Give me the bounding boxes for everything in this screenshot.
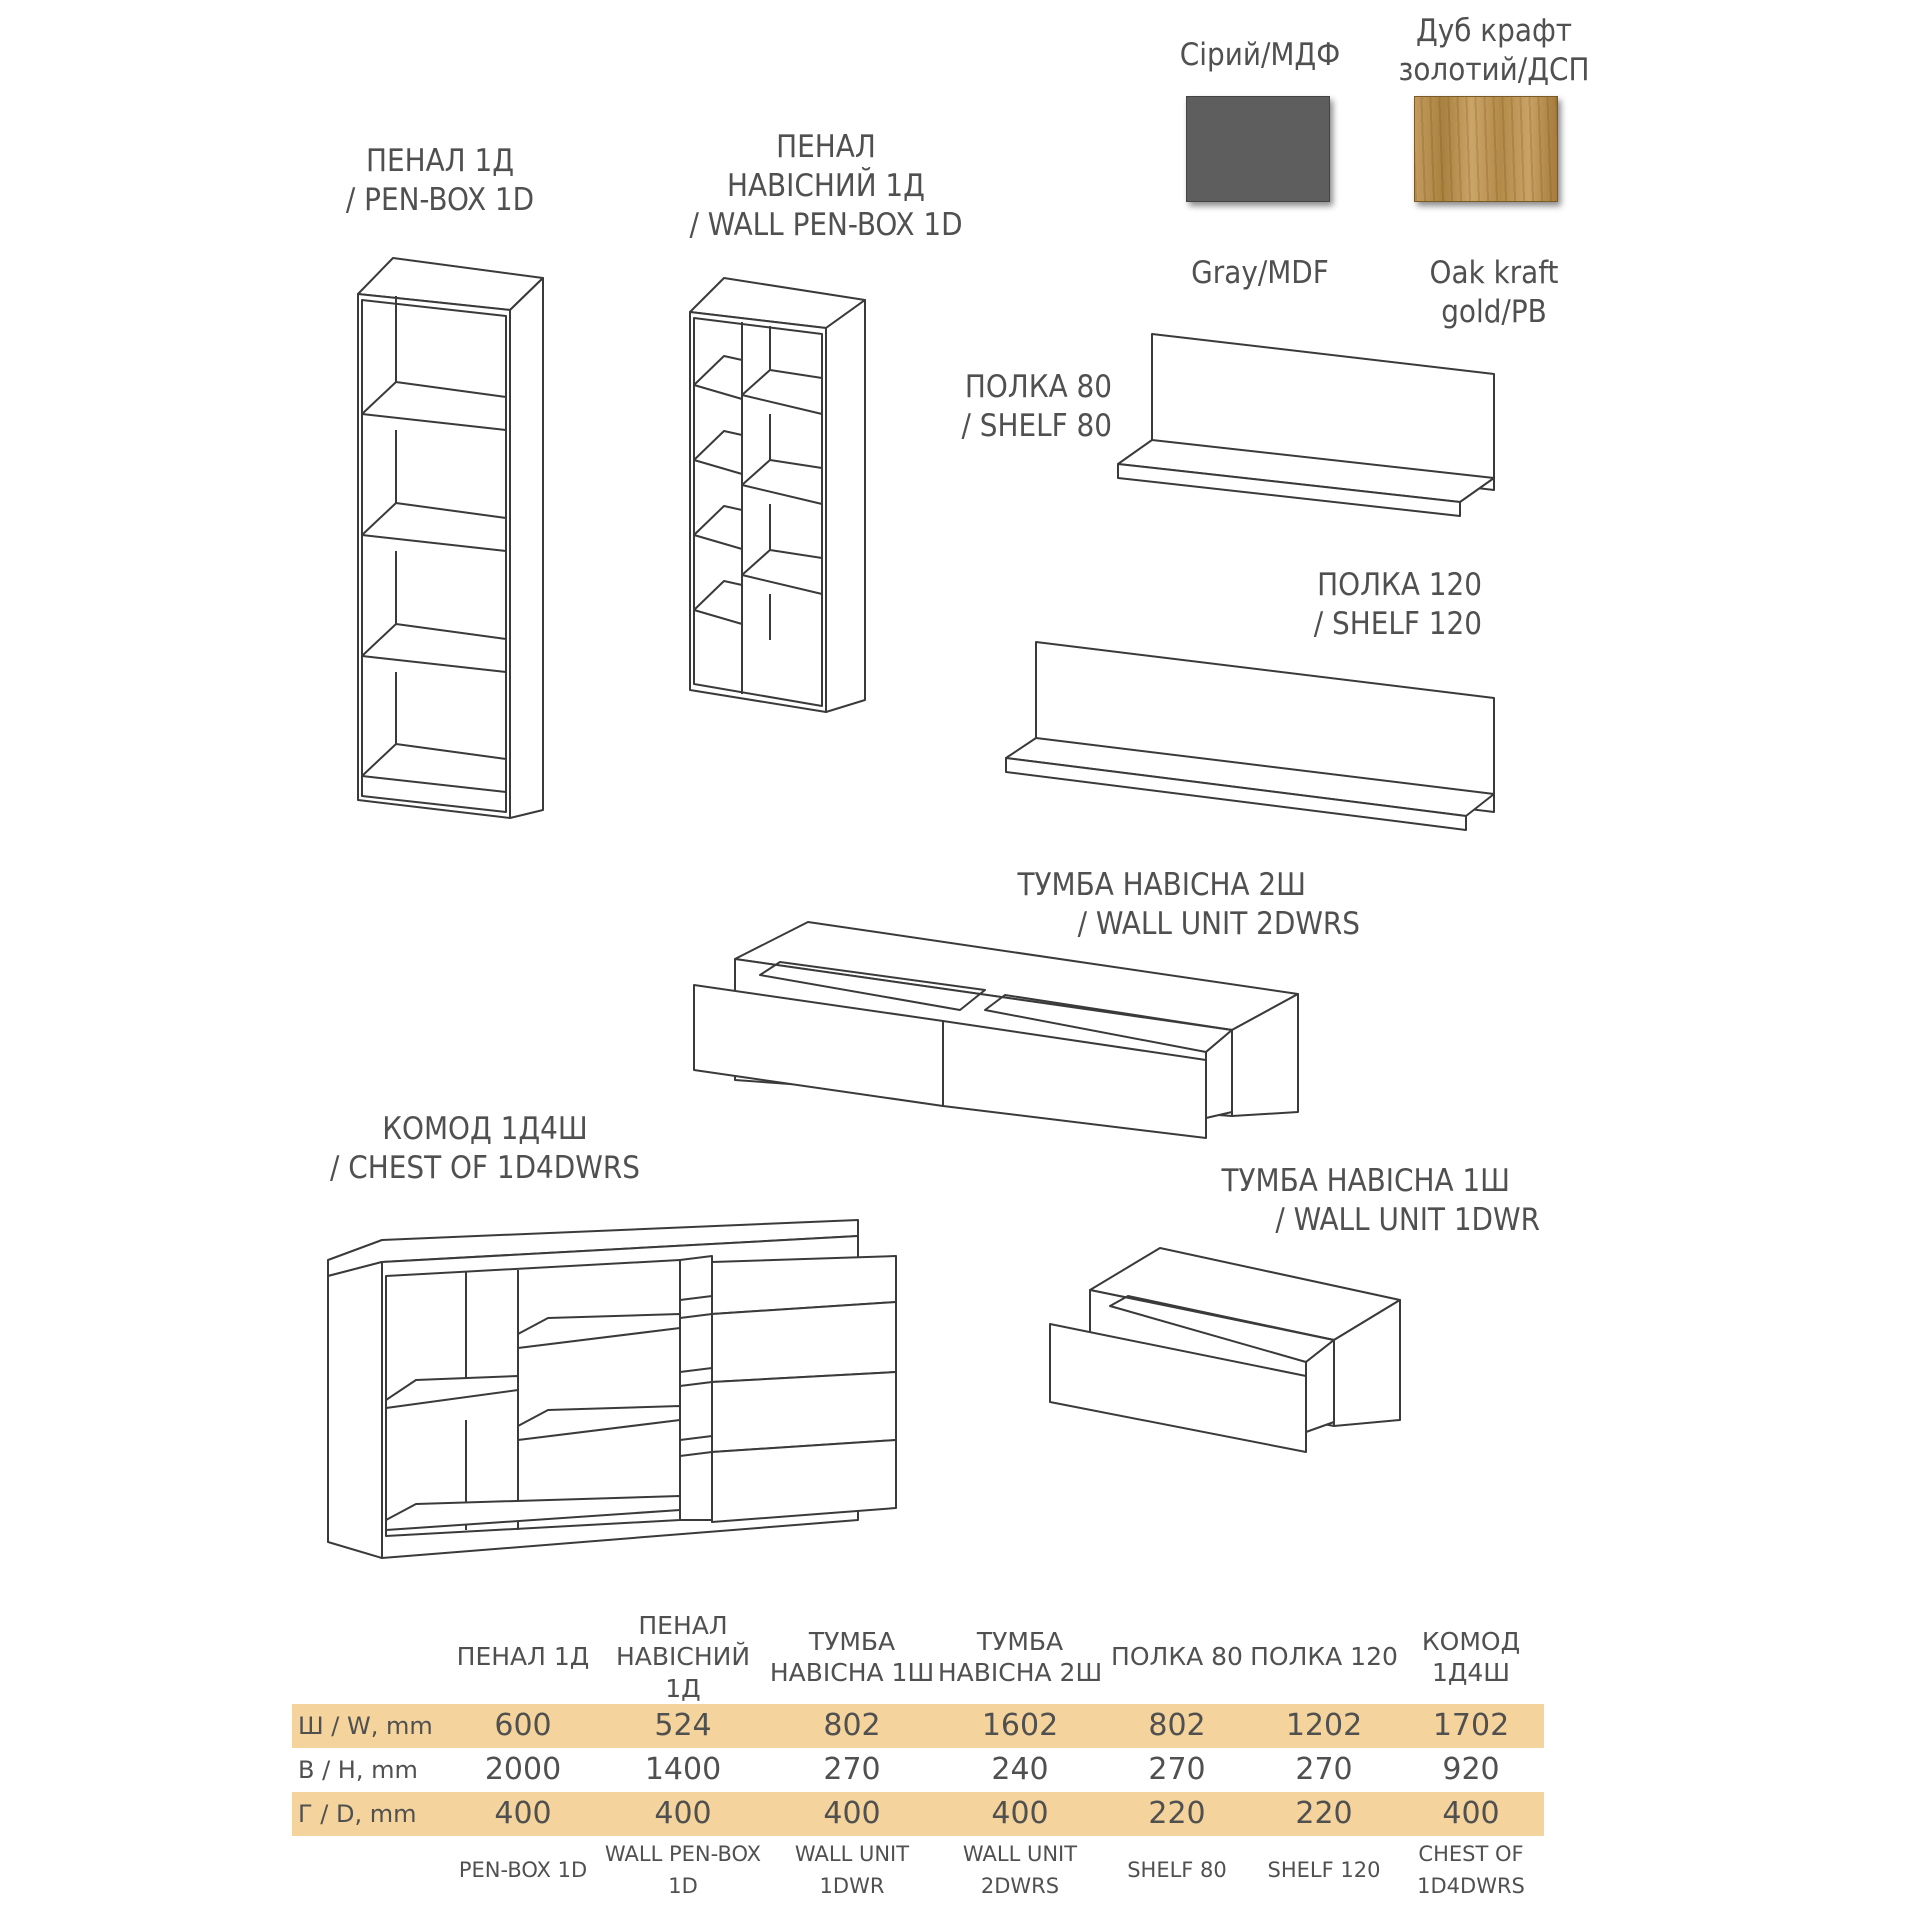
swatch-gray-bottom-label: Gray/MDF [1191, 255, 1329, 291]
table-footer-row [292, 1836, 1544, 1906]
table-cell: 400 [936, 1792, 1104, 1836]
table-cell: 400 [598, 1792, 768, 1836]
table-cell: 270 [1295, 1752, 1353, 1788]
col-header-wall-unit-1dwr: ТУМБА НАВІСНА 1Ш [769, 1626, 935, 1687]
label-wall-unit-2dwrs: ТУМБА НАВІСНА 2Ш / WALL UNIT 2DWRS [1017, 867, 1360, 942]
table-cell: 2000 [484, 1752, 562, 1788]
table-cell: 240 [991, 1752, 1049, 1788]
table-cell: 920 [1442, 1752, 1500, 1788]
table-cell: 524 [598, 1704, 768, 1748]
label-shelf-120: ПОЛКА 120 / SHELF 120 [1313, 567, 1482, 642]
footer-shelf-120: SHELF 120 [1267, 1858, 1381, 1882]
wall-unit-1dwr-drawing [1050, 1248, 1400, 1452]
row-label: Г / D, mm [292, 1792, 448, 1836]
label-wall-unit-1dwr: ТУМБА НАВІСНА 1Ш / WALL UNIT 1DWR [1221, 1163, 1540, 1238]
footer-wall-unit-1dwr: WALL UNIT 1DWR [794, 1842, 910, 1898]
chest-1d4dwrs-drawing [328, 1220, 896, 1558]
dimensions-table [292, 1610, 1544, 1906]
shelf-120-drawing [1006, 642, 1494, 830]
table-cell: 220 [1250, 1792, 1398, 1836]
pen-box-1d-drawing [358, 258, 543, 818]
col-header-chest-1d4dwrs: КОМОД 1Д4Ш [1421, 1626, 1521, 1687]
swatch-gray-top-label: Сірий/МДФ [1179, 37, 1341, 73]
swatch-oak-bottom-label: Oak kraft gold/PB [1429, 255, 1559, 330]
table-footer-corner [292, 1836, 448, 1906]
footer-wall-pen-box-1d: WALL PEN-BOX 1D [604, 1842, 762, 1898]
label-chest-1d4dwrs: КОМОД 1Д4Ш / CHEST OF 1D4DWRS [330, 1111, 640, 1186]
wall-unit-2dwrs-drawing [694, 922, 1298, 1138]
shelf-80-drawing [1118, 334, 1494, 516]
table-cell: 270 [823, 1752, 881, 1788]
table-corner [292, 1610, 448, 1704]
col-header-shelf-80: ПОЛКА 80 [1111, 1642, 1243, 1672]
table-cell: 400 [1398, 1792, 1544, 1836]
table-cell: 1400 [644, 1752, 722, 1788]
row-label: В / H, mm [298, 1755, 418, 1784]
table-cell: 270 [1148, 1752, 1206, 1788]
footer-chest-1d4dwrs: CHEST OF 1D4DWRS [1417, 1842, 1525, 1898]
table-cell: 1702 [1398, 1704, 1544, 1748]
col-header-shelf-120: ПОЛКА 120 [1250, 1642, 1398, 1672]
row-label: Ш / W, mm [292, 1704, 448, 1748]
table-row-height [292, 1748, 1544, 1792]
table-cell: 802 [1104, 1704, 1250, 1748]
footer-wall-unit-2dwrs: WALL UNIT 2DWRS [962, 1842, 1078, 1898]
footer-pen-box-1d: PEN-BOX 1D [458, 1858, 588, 1882]
table-cell: 802 [768, 1704, 936, 1748]
table-header-row [292, 1610, 1544, 1704]
table-cell: 1602 [936, 1704, 1104, 1748]
table-row-depth [292, 1792, 1544, 1836]
oak-kraft-swatch-icon [1414, 96, 1558, 202]
table-cell: 1202 [1250, 1704, 1398, 1748]
footer-shelf-80: SHELF 80 [1127, 1858, 1227, 1882]
col-header-pen-box-1d: ПЕНАЛ 1Д [456, 1642, 590, 1672]
col-header-wall-pen-box-1d: ПЕНАЛ НАВІСНИЙ 1Д [615, 1611, 751, 1703]
table-cell: 400 [768, 1792, 936, 1836]
label-shelf-80: ПОЛКА 80 / SHELF 80 [961, 369, 1112, 444]
label-pen-box-1d: ПЕНАЛ 1Д / PEN-BOX 1D [345, 143, 535, 218]
table-row-width [292, 1704, 1544, 1748]
gray-mdf-swatch-icon [1186, 96, 1330, 202]
label-wall-pen-box-1d: ПЕНАЛ НАВІСНИЙ 1Д / WALL PEN-BOX 1D [689, 129, 963, 243]
wall-pen-box-1d-drawing [690, 278, 865, 712]
table-cell: 600 [448, 1704, 598, 1748]
col-header-wall-unit-2dwrs: ТУМБА НАВІСНА 2Ш [937, 1626, 1103, 1687]
table-cell: 400 [448, 1792, 598, 1836]
table-cell: 220 [1104, 1792, 1250, 1836]
swatch-oak-top-label: Дуб крафт золотий/ДСП [1398, 13, 1590, 88]
